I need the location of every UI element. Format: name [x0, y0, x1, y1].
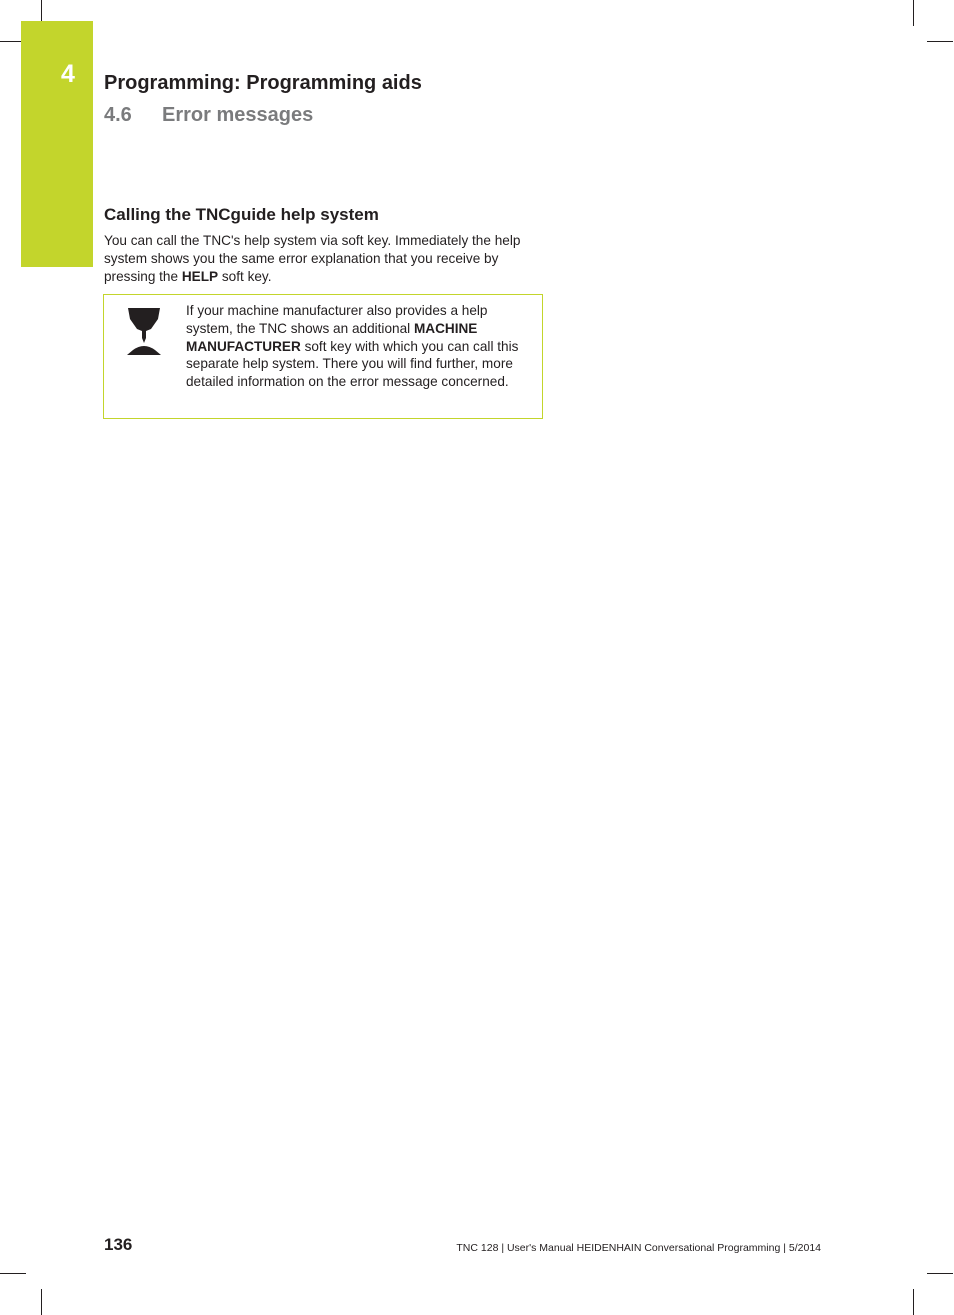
crop-mark	[41, 1289, 42, 1315]
chapter-number: 4	[61, 60, 75, 88]
section-title: Error messages	[162, 104, 314, 126]
machine-tool-icon	[124, 305, 164, 359]
chapter-title: Programming: Programming aids	[104, 72, 422, 94]
help-key-label: HELP	[181, 269, 219, 284]
crop-mark	[913, 0, 914, 26]
crop-mark	[0, 1273, 26, 1274]
body-paragraph: You can call the TNC's help system via soft key. Immediately the help system shows you the same error explanation that you receive by pressing the HELP soft key.	[104, 233, 521, 284]
note-box	[103, 294, 543, 419]
section-heading	[104, 104, 313, 127]
machine-manufacturer-key-label: MACHINE MANUFACTURER	[186, 320, 478, 354]
crop-mark	[927, 1273, 953, 1274]
chapter-tab	[21, 21, 93, 267]
subsection-heading: Calling the TNCguide help system	[104, 205, 379, 224]
crop-mark	[913, 1289, 914, 1315]
section-number: 4.6	[104, 104, 132, 126]
footer-publication: TNC 128 | User's Manual HEIDENHAIN Conversational Programming | 5/2014	[456, 1242, 821, 1254]
page-number: 136	[104, 1235, 133, 1254]
note-text: If your machine manufacturer also provides a help system, the TNC shows an additional MACHINE MANUFACTURER soft key with which you can call this separate help system. There you will find further, more detailed information on the error message concerned.	[186, 303, 519, 390]
crop-mark	[927, 41, 953, 42]
